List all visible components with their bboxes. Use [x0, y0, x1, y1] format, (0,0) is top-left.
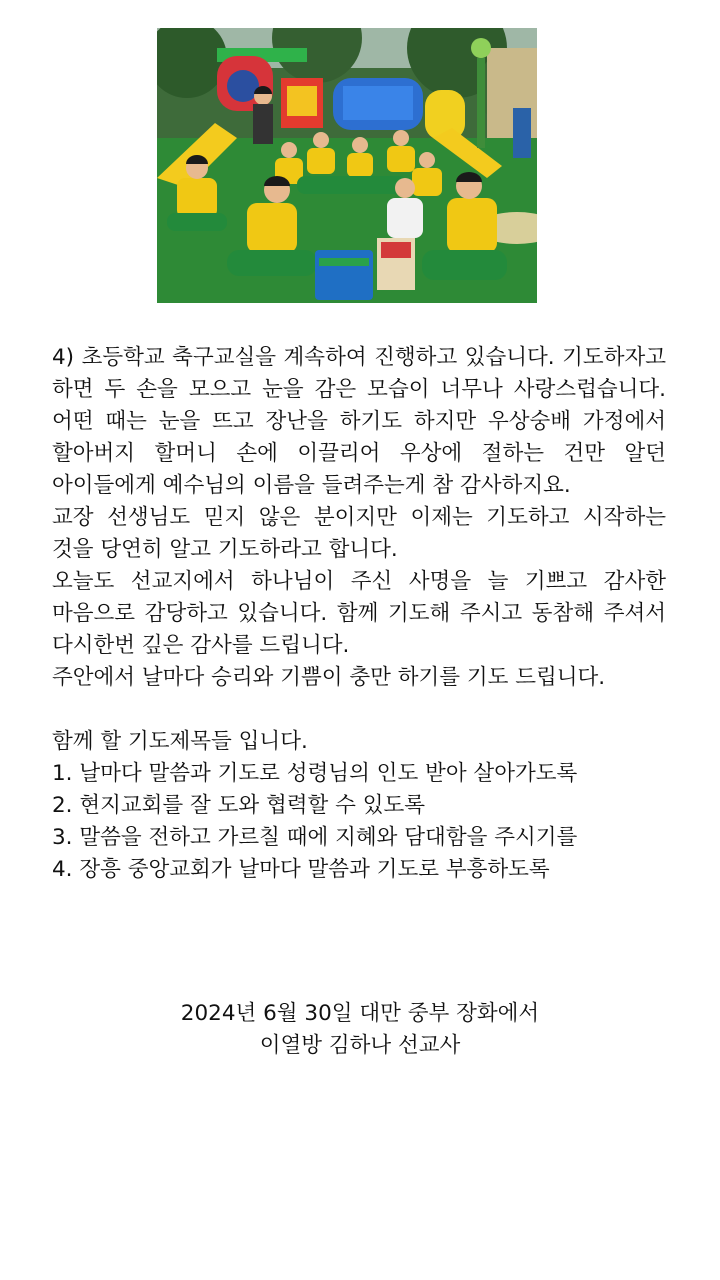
signature-names: 이열방 김하나 선교사 [259, 1033, 461, 1058]
prayer-item: 4. 장흥 중앙교회가 날마다 말씀과 기도로 부흥하도록 [52, 857, 550, 882]
prayer-item: 1. 날마다 말씀과 기도로 성령님의 인도 받아 살아가도록 [52, 761, 578, 786]
paragraph-blessing: 주안에서 날마다 승리와 기쁨이 충만 하기를 기도 드립니다. [52, 665, 606, 690]
signature-block [0, 998, 720, 1062]
signature-date-place: 2024년 6월 30일 대만 중부 장화에서 [180, 1001, 540, 1026]
spacer [52, 694, 666, 726]
prayer-list [52, 758, 666, 886]
prayer-item: 2. 현지교회를 잘 도와 협력할 수 있도록 [52, 793, 426, 818]
paragraph-soccer-class: 4) 초등학교 축구교실을 계속하여 진행하고 있습니다. 기도하자고 하면 두 손을 모으고 눈을 감은 모습이 너무나 사랑스럽습니다. 어떤 때는 눈을 뜨고 장난을 하기도 하지만 우상숭배 가정에서 할아버지 할머니 손에 이끌리어 우상에 절하는 건만 알던 아이들에게 예수님의 이름을 들려주는게 참 감사하지요. [52, 345, 666, 498]
letter-body [52, 342, 666, 886]
prayer-item: 3. 말씀을 전하고 가르칠 때에 지혜와 담대함을 주시기를 [52, 825, 578, 850]
paragraph-principal: 교장 선생님도 믿지 않은 분이지만 이제는 기도하고 시작하는 것을 당연히 알고 기도하라고 합니다. [52, 505, 666, 562]
prayer-heading: 함께 할 기도제목들 입니다. [52, 729, 308, 754]
group-photo [157, 28, 537, 303]
paragraph-mission: 오늘도 선교지에서 하나님이 주신 사명을 늘 기쁘고 감사한 마음으로 감당하고 있습니다. 함께 기도해 주시고 동참해 주셔서 다시한번 깊은 감사를 드립니다. [52, 569, 666, 658]
